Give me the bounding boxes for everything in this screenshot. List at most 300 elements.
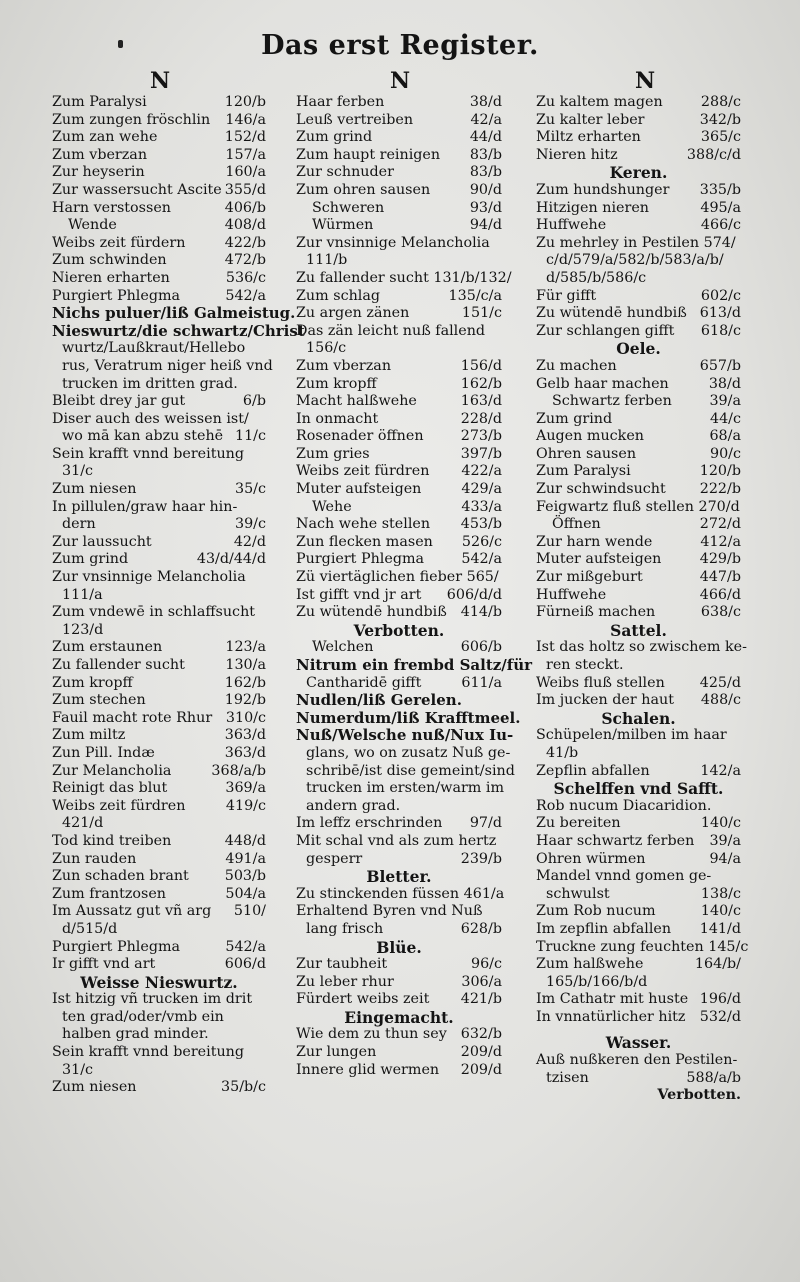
entry-text: Zum zungen fröschlin [52,111,211,128]
entry-text: Zum stechen [52,692,146,709]
index-entry [536,200,741,218]
entry-text: Zu fallender sucht 131/b/132/ [296,269,512,286]
entry-text: glans, wo on zusatz Nuß ge- [306,744,511,761]
index-entry [52,217,266,235]
entry-text: dern [62,516,96,533]
index-section-heading [296,868,502,886]
entry-page-ref: 488/c [700,692,741,709]
entry-text: In pillulen/graw haar hin- [52,498,238,515]
index-entry [52,622,266,640]
entry-text: Feigwartz fluß stellen 270/d [536,498,740,515]
index-entry [52,798,266,816]
entry-page-ref: 6/b [242,393,266,410]
index-entry [52,587,266,605]
index-entry [296,1026,502,1044]
entry-page-ref: 135/c/a [448,287,502,304]
index-entry [536,833,741,851]
column-2-heading: N [389,68,411,94]
index-entry [296,726,514,745]
entry-text: Purgiert Phlegma [52,938,181,955]
entry-page-ref: 90/d [469,181,502,198]
entry-text: Haar schwartz ferben [536,832,695,849]
entry-text: Zum erstaunen [52,639,163,656]
index-entry [52,321,305,341]
index-entry [296,815,502,833]
entry-text: Purgiert Phlegma [296,551,425,568]
entry-page-ref: 97/d [469,815,502,832]
entry-text: Zum grind [52,551,129,568]
entry-page-ref: 447/b [699,569,741,586]
entry-text: Im Cathatr mit huste [536,991,689,1008]
index-entry [536,569,741,587]
entry-text: Muter aufsteigen [296,481,422,498]
entry-page-ref: 310/c [225,709,266,726]
entry-page-ref: 466/c [700,217,741,234]
index-entry [52,1026,266,1044]
entry-page-ref: 140/c [700,815,741,832]
entry-text: Zum niesen [52,481,137,498]
entry-text: Zum schwinden [52,252,167,269]
entry-text: Fürneiß machen [536,604,656,621]
index-entry [296,780,505,798]
entry-text: Ohren würmen [536,850,646,867]
entry-page-ref: 123/a [225,639,266,656]
entry-text: Zu stinckenden füssen 461/a [296,885,505,902]
entry-text: tzisen [546,1069,589,1086]
entry-page-ref: 628/b [460,920,502,937]
index-entry [536,868,741,886]
entry-page-ref: 142/a [700,762,741,779]
entry-text: Mit schal vnd als zum hertz [296,832,497,849]
index-entry [536,851,741,869]
entry-text: Harn verstossen [52,199,171,216]
index-entry [536,551,741,569]
entry-page-ref: 228/d [460,410,502,427]
index-entry [52,939,266,957]
entry-page-ref: 542/a [461,551,502,568]
index-entry [296,569,502,587]
entry-page-ref: 526/c [461,533,502,550]
entry-text: Zepflin abfallen [536,762,650,779]
entry-text: Schalen. [601,708,676,728]
index-entry [296,692,502,710]
entry-text: Zum hundshunger [536,181,670,198]
entry-page-ref: 162/b [224,674,266,691]
entry-text: Weibs fluß stellen [536,674,665,691]
index-entry [52,745,266,763]
index-entry [296,885,505,904]
entry-page-ref: 90/c [709,445,741,462]
index-entry [296,393,502,411]
entry-page-ref: 164/b/ [694,956,741,973]
entry-page-ref: 151/c [461,305,502,322]
entry-page-ref: 306/a [461,973,502,990]
entry-page-ref: 160/a [225,164,266,181]
entry-text: rus, Veratrum niger heiß vnd [62,357,273,374]
index-entry [536,217,741,235]
entry-text: Weibs zeit fürdren [296,463,430,480]
index-entry [52,886,266,904]
entry-text: Zun rauden [52,850,137,867]
index-entry [52,569,266,587]
entry-text: Zur heyserin [52,164,145,181]
entry-page-ref: 42/a [470,111,502,128]
index-entry [536,516,741,534]
entry-text: Zu mehrley in Pestilen 574/ [536,234,736,251]
index-section-heading [536,622,741,640]
index-column-2 [296,94,533,1079]
index-entry [296,798,502,816]
entry-text: Zu wütendē hundbiß [296,604,447,621]
entry-page-ref: 588/a/b [686,1069,741,1086]
entry-text: Öffnen [552,516,601,533]
entry-text: Zur wassersucht Ascite [52,181,222,198]
entry-page-ref: 11/c [234,428,266,445]
entry-text: Innere glid wermen [296,1061,440,1078]
index-entry [52,692,266,710]
entry-text: Huffwehe [536,217,607,234]
entry-page-ref: 606/b [460,639,502,656]
index-entry [52,376,266,394]
entry-page-ref: 222/b [699,481,741,498]
entry-text: Rosenader öffnen [296,428,424,445]
entry-text: Zu fallender sucht [52,657,185,673]
index-entry [296,305,502,323]
index-entry [52,815,266,833]
entry-text: Zum Paralysi [536,463,631,480]
entry-text: Zum schlag [296,287,381,304]
index-entry [296,708,521,728]
entry-text: Nieren hitz [536,146,618,163]
entry-text: lang frisch [306,920,384,937]
entry-text: Purgiert Phlegma [52,287,181,304]
entry-page-ref: 542/a [225,287,266,304]
entry-text: Ist hitzig vñ trucken im drit [52,991,253,1008]
entry-page-ref: 94/d [469,217,502,234]
entry-text: Zur mißgeburt [536,569,643,586]
entry-page-ref: 422/b [224,234,266,251]
index-entry [296,323,502,341]
index-entry [52,411,266,429]
entry-text: Erhaltend Byren vnd Nuß [296,903,483,920]
index-entry [536,815,741,833]
entry-text: 31/c [62,1061,94,1078]
entry-page-ref: 503/b [224,868,266,885]
index-entry [536,94,741,112]
index-entry [536,323,741,341]
entry-page-ref: 35/c [234,481,266,498]
index-entry [536,499,741,517]
entry-page-ref: 388/c/d [686,146,741,163]
entry-page-ref: 120/b [224,94,266,110]
index-entry [52,182,266,200]
entry-page-ref: 42/d [233,533,266,550]
entry-text: Ohren sausen [536,445,637,462]
entry-page-ref: 209/d [460,1044,502,1061]
index-entry [52,727,266,745]
index-entry [52,288,266,306]
entry-text: Ist das holtz so zwischem ke- [536,639,747,656]
entry-page-ref: 472/b [224,252,266,269]
entry-text: Rob nucum Diacaridion. [536,797,712,814]
index-entry [536,446,741,464]
entry-text: c/d/579/a/582/b/583/a/b/ [546,252,724,269]
index-entry [536,692,741,710]
index-entry [296,762,515,781]
entry-text: Zur harn wende [536,533,653,550]
entry-text: Für gifft [536,287,597,304]
entry-text: ten grad/oder/vmb ein [62,1008,224,1025]
index-entry [536,974,741,992]
entry-page-ref: 363/d [224,744,266,761]
index-entry [536,1070,741,1088]
index-entry [296,376,502,394]
entry-page-ref: 618/c [700,322,741,339]
index-section-heading [536,1034,741,1052]
entry-text: Zum miltz [52,727,126,744]
index-entry [536,252,741,270]
index-entry [52,200,266,218]
entry-text: Nitrum ein frembd Saltz/für [296,656,533,674]
entry-text: Zum ohren sausen [296,181,431,198]
entry-text: Zum Rob nucum [536,903,656,920]
index-entry [536,657,741,675]
index-entry [296,675,502,693]
index-entry [536,182,741,200]
column-3-heading: N [634,68,656,94]
entry-page-ref: 157/a [225,146,266,163]
index-entry [52,463,266,481]
entry-text: Fürdert weibs zeit [296,991,430,1008]
index-entry [536,393,741,411]
entry-page-ref: 35/b/c [221,1079,266,1096]
entry-text: Zü viertäglichen fieber 565/ [296,569,499,586]
entry-page-ref: 43/d/44/d [196,551,266,568]
entry-text: Zum gries [296,445,370,462]
entry-page-ref: 272/d [699,516,741,533]
entry-page-ref: 146/a [225,111,266,128]
index-section-heading [536,164,741,182]
entry-text: Huffwehe [536,586,607,603]
index-entry [52,304,296,323]
entry-text: Zum frantzosen [52,885,166,902]
index-entry [52,657,266,675]
index-entry [52,1079,266,1097]
index-entry [52,1062,266,1080]
entry-page-ref: 130/a [225,657,266,673]
entry-text: Wie dem zu thun sey [296,1026,447,1043]
entry-text: Bletter. [366,867,432,887]
entry-text: Numerdum/liß Krafftmeel. [296,708,521,727]
entry-page-ref: 163/d [460,393,502,410]
entry-text: Gelb haar machen [536,375,669,392]
index-entry [536,991,741,1009]
index-entry [296,235,502,253]
entry-text: Macht halßwehe [296,393,417,410]
index-entry [536,903,741,921]
entry-text: Blüe. [376,937,422,957]
index-entry [52,1044,266,1062]
index-entry [536,305,741,323]
index-entry [296,921,502,939]
index-entry [296,94,502,112]
index-entry [296,147,502,165]
entry-text: Nuß/Welsche nuß/Nux Iu- [296,726,514,745]
index-entry [296,481,502,499]
entry-text: Sein krafft vnnd bereitung [52,445,245,462]
index-entry [536,727,741,745]
entry-text: gesperr [306,850,363,867]
entry-text: Bleibt drey jar gut [52,393,186,410]
entry-text: Schweren [312,199,385,216]
entry-page-ref: 429/b [699,551,741,568]
entry-text: Haar ferben [296,94,385,110]
index-entry [536,112,741,130]
index-entry [536,428,741,446]
index-section-heading [536,780,741,798]
entry-page-ref: 632/b [460,1026,502,1043]
index-entry [296,516,502,534]
entry-page-ref: 196/d [699,991,741,1008]
page-title: Das erst Register. [261,30,539,61]
entry-text: Zur schnuder [296,164,394,181]
index-entry [296,288,502,306]
entry-text: Hitzigen nieren [536,199,649,216]
entry-page-ref: 368/a/b [211,762,266,779]
index-entry [52,481,266,499]
entry-page-ref: 192/b [224,692,266,709]
index-entry [536,358,741,376]
index-entry [52,340,266,358]
entry-text: Nach wehe stellen [296,516,431,533]
entry-text: Zur schwindsucht [536,481,666,498]
index-section-heading [296,939,502,957]
entry-page-ref: 606/d [224,956,266,973]
index-entry [296,639,502,657]
entry-text: Schwartz ferben [552,393,672,410]
index-entry [296,112,502,130]
entry-text: Leuß vertreiben [296,111,414,128]
entry-text: Nichs puluer/liß Galmeistug. [52,304,296,323]
index-entry [52,147,266,165]
entry-page-ref: 156/d [460,357,502,374]
entry-page-ref: 363/d [224,727,266,744]
index-entry [536,463,741,481]
entry-page-ref: 429/a [461,481,502,498]
index-entry [52,270,266,288]
entry-page-ref: 44/c [709,410,741,427]
index-entry [52,446,266,464]
entry-text: Zu bereiten [536,815,621,832]
index-entry [536,938,749,957]
index-entry [296,974,502,992]
entry-page-ref: 342/b [699,111,741,128]
index-entry [296,217,502,235]
entry-page-ref: 422/a [461,463,502,480]
index-entry [52,534,266,552]
entry-text: Zum grind [536,410,613,427]
index-section-heading [536,340,741,358]
entry-page-ref: 273/b [460,428,502,445]
index-entry [52,428,266,446]
entry-text: Sattel. [610,620,667,640]
entry-page-ref: 606/d/d [446,586,502,603]
entry-text: Wehe [312,498,352,515]
entry-page-ref: 288/c [700,94,741,110]
entry-page-ref: 162/b [460,375,502,392]
entry-text: Weibs zeit fürdern [52,234,186,251]
index-entry [296,446,502,464]
entry-text: Welchen [312,639,374,656]
entry-text: Verbotten. [657,1087,741,1104]
index-entry [536,411,741,429]
entry-text: Zum haupt reinigen [296,146,441,163]
entry-page-ref: 140/c [700,903,741,920]
index-column-1 [52,94,305,1097]
index-entry [536,1052,741,1070]
index-entry [52,956,266,974]
index-entry [536,147,741,165]
entry-page-ref: 466/d [699,586,741,603]
index-entry [52,112,266,130]
index-entry [52,252,266,270]
index-entry [52,1009,266,1027]
entry-text: 31/c [62,463,94,480]
index-entry [296,604,502,622]
entry-text: Zum vndewē in schlaffsucht [52,604,256,621]
entry-text: Eingemacht. [344,1007,454,1027]
entry-page-ref: 96/c [470,956,502,973]
entry-text: 111/b [306,252,348,269]
index-entry [536,1087,741,1105]
entry-page-ref: 369/a [225,780,266,797]
entry-text: wurtz/Laußkraut/Hellebo [62,340,246,357]
entry-text: Zum niesen [52,1079,137,1096]
entry-text: d/515/d [62,920,118,937]
index-entry [52,851,266,869]
index-entry [52,763,266,781]
entry-page-ref: 542/a [225,938,266,955]
index-entry [296,991,502,1009]
index-entry [52,903,266,921]
index-section-heading [52,974,266,992]
index-entry [52,94,266,112]
entry-text: Nieswurtz/die schwartz/Christ [52,321,305,340]
entry-page-ref: 495/a [700,199,741,216]
entry-text: In vnnatürlicher hitz [536,1008,686,1025]
index-entry [296,200,502,218]
index-entry [296,411,502,429]
entry-page-ref: 414/b [460,604,502,621]
entry-text: Das zän leicht nuß fallend [296,322,486,339]
index-entry [52,357,273,376]
entry-page-ref: 93/d [469,199,502,216]
entry-text: Zur Melancholia [52,762,172,779]
index-entry [296,851,502,869]
index-entry [536,235,741,253]
entry-page-ref: 613/d [699,305,741,322]
entry-text: Schüpelen/milben im haar [536,727,727,744]
index-entry [296,833,502,851]
entry-page-ref: 421/b [460,991,502,1008]
entry-page-ref: 406/b [224,199,266,216]
entry-text: Sein krafft vnnd bereitung [52,1044,245,1061]
index-entry [536,745,741,763]
index-entry [52,639,266,657]
entry-text: Verbotten. [353,620,445,640]
entry-text: Zum grind [296,129,373,146]
entry-text: ren steckt. [546,657,624,673]
